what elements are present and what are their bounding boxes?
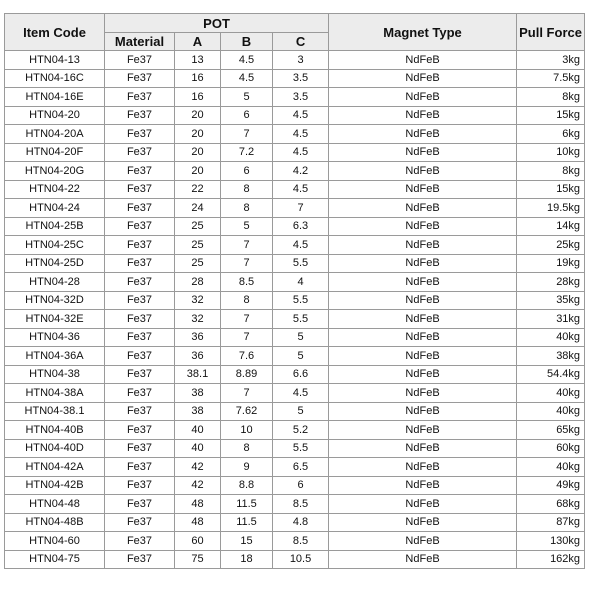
cell-pull-force: 68kg xyxy=(517,495,585,514)
cell-b: 7 xyxy=(221,236,273,255)
cell-a: 25 xyxy=(175,236,221,255)
cell-material: Fe37 xyxy=(105,402,175,421)
cell-item-code: HTN04-60 xyxy=(5,532,105,551)
cell-pull-force: 7.5kg xyxy=(517,69,585,88)
cell-item-code: HTN04-42B xyxy=(5,476,105,495)
cell-b: 8 xyxy=(221,180,273,199)
cell-b: 8 xyxy=(221,291,273,310)
cell-item-code: HTN04-20F xyxy=(5,143,105,162)
cell-material: Fe37 xyxy=(105,347,175,366)
cell-b: 7.6 xyxy=(221,347,273,366)
cell-c: 5 xyxy=(273,328,329,347)
cell-pull-force: 40kg xyxy=(517,328,585,347)
cell-material: Fe37 xyxy=(105,51,175,70)
cell-magnet-type: NdFeB xyxy=(329,402,517,421)
header-material: Material xyxy=(105,33,175,51)
cell-pull-force: 38kg xyxy=(517,347,585,366)
cell-c: 7 xyxy=(273,199,329,218)
cell-magnet-type: NdFeB xyxy=(329,162,517,181)
cell-item-code: HTN04-32E xyxy=(5,310,105,329)
cell-pull-force: 40kg xyxy=(517,384,585,403)
cell-item-code: HTN04-25B xyxy=(5,217,105,236)
cell-b: 8 xyxy=(221,199,273,218)
cell-material: Fe37 xyxy=(105,439,175,458)
cell-item-code: HTN04-13 xyxy=(5,51,105,70)
cell-magnet-type: NdFeB xyxy=(329,51,517,70)
cell-magnet-type: NdFeB xyxy=(329,513,517,532)
cell-material: Fe37 xyxy=(105,476,175,495)
cell-item-code: HTN04-38 xyxy=(5,365,105,384)
cell-a: 42 xyxy=(175,458,221,477)
header-item-code: Item Code xyxy=(5,14,105,51)
cell-b: 5 xyxy=(221,88,273,107)
cell-material: Fe37 xyxy=(105,495,175,514)
table-row xyxy=(5,273,585,292)
cell-c: 6.6 xyxy=(273,365,329,384)
cell-a: 40 xyxy=(175,421,221,440)
cell-material: Fe37 xyxy=(105,328,175,347)
cell-material: Fe37 xyxy=(105,88,175,107)
cell-material: Fe37 xyxy=(105,143,175,162)
cell-b: 8.89 xyxy=(221,365,273,384)
cell-b: 8.8 xyxy=(221,476,273,495)
cell-b: 4.5 xyxy=(221,69,273,88)
cell-a: 16 xyxy=(175,88,221,107)
cell-item-code: HTN04-20 xyxy=(5,106,105,125)
table-header xyxy=(5,14,585,51)
cell-magnet-type: NdFeB xyxy=(329,476,517,495)
header-pull-force: Pull Force xyxy=(517,14,585,51)
cell-material: Fe37 xyxy=(105,550,175,569)
table-row xyxy=(5,180,585,199)
table-row xyxy=(5,51,585,70)
cell-a: 13 xyxy=(175,51,221,70)
cell-a: 16 xyxy=(175,69,221,88)
cell-a: 40 xyxy=(175,439,221,458)
cell-pull-force: 35kg xyxy=(517,291,585,310)
cell-c: 6 xyxy=(273,476,329,495)
cell-c: 5.5 xyxy=(273,291,329,310)
cell-c: 6.3 xyxy=(273,217,329,236)
cell-material: Fe37 xyxy=(105,458,175,477)
cell-c: 10.5 xyxy=(273,550,329,569)
cell-b: 7 xyxy=(221,310,273,329)
cell-magnet-type: NdFeB xyxy=(329,495,517,514)
cell-item-code: HTN04-32D xyxy=(5,291,105,310)
table-row xyxy=(5,550,585,569)
cell-material: Fe37 xyxy=(105,384,175,403)
cell-b: 7.2 xyxy=(221,143,273,162)
cell-b: 8 xyxy=(221,439,273,458)
cell-c: 3.5 xyxy=(273,69,329,88)
cell-a: 60 xyxy=(175,532,221,551)
cell-pull-force: 49kg xyxy=(517,476,585,495)
cell-magnet-type: NdFeB xyxy=(329,69,517,88)
cell-pull-force: 3kg xyxy=(517,51,585,70)
table-row xyxy=(5,236,585,255)
cell-magnet-type: NdFeB xyxy=(329,180,517,199)
table-row xyxy=(5,162,585,181)
cell-pull-force: 87kg xyxy=(517,513,585,532)
cell-b: 5 xyxy=(221,217,273,236)
cell-a: 20 xyxy=(175,143,221,162)
cell-material: Fe37 xyxy=(105,291,175,310)
cell-b: 7 xyxy=(221,384,273,403)
cell-pull-force: 25kg xyxy=(517,236,585,255)
cell-b: 6 xyxy=(221,106,273,125)
cell-a: 48 xyxy=(175,495,221,514)
cell-pull-force: 14kg xyxy=(517,217,585,236)
table-row xyxy=(5,125,585,144)
cell-item-code: HTN04-42A xyxy=(5,458,105,477)
cell-a: 36 xyxy=(175,347,221,366)
cell-magnet-type: NdFeB xyxy=(329,384,517,403)
cell-a: 20 xyxy=(175,106,221,125)
table-row xyxy=(5,199,585,218)
spreadsheet xyxy=(4,13,585,569)
cell-item-code: HTN04-25C xyxy=(5,236,105,255)
cell-magnet-type: NdFeB xyxy=(329,550,517,569)
cell-pull-force: 31kg xyxy=(517,310,585,329)
cell-a: 32 xyxy=(175,310,221,329)
cell-magnet-type: NdFeB xyxy=(329,106,517,125)
cell-item-code: HTN04-20A xyxy=(5,125,105,144)
cell-b: 7 xyxy=(221,125,273,144)
cell-c: 4.5 xyxy=(273,236,329,255)
cell-item-code: HTN04-20G xyxy=(5,162,105,181)
cell-a: 42 xyxy=(175,476,221,495)
cell-a: 22 xyxy=(175,180,221,199)
table-row xyxy=(5,421,585,440)
cell-magnet-type: NdFeB xyxy=(329,217,517,236)
table-row xyxy=(5,347,585,366)
cell-a: 24 xyxy=(175,199,221,218)
cell-c: 4.5 xyxy=(273,143,329,162)
cell-item-code: HTN04-40D xyxy=(5,439,105,458)
table-row xyxy=(5,365,585,384)
cell-c: 4.5 xyxy=(273,384,329,403)
cell-pull-force: 54.4kg xyxy=(517,365,585,384)
cell-item-code: HTN04-38.1 xyxy=(5,402,105,421)
cell-material: Fe37 xyxy=(105,532,175,551)
cell-magnet-type: NdFeB xyxy=(329,143,517,162)
table-row xyxy=(5,476,585,495)
cell-a: 25 xyxy=(175,217,221,236)
cell-pull-force: 40kg xyxy=(517,402,585,421)
cell-item-code: HTN04-16C xyxy=(5,69,105,88)
cell-item-code: HTN04-48 xyxy=(5,495,105,514)
cell-material: Fe37 xyxy=(105,421,175,440)
cell-pull-force: 19kg xyxy=(517,254,585,273)
cell-b: 9 xyxy=(221,458,273,477)
cell-b: 7 xyxy=(221,328,273,347)
cell-c: 5.5 xyxy=(273,254,329,273)
table-body xyxy=(5,51,585,569)
cell-material: Fe37 xyxy=(105,217,175,236)
cell-c: 4.5 xyxy=(273,125,329,144)
cell-material: Fe37 xyxy=(105,180,175,199)
cell-a: 38 xyxy=(175,384,221,403)
table-row xyxy=(5,384,585,403)
cell-c: 3.5 xyxy=(273,88,329,107)
cell-c: 6.5 xyxy=(273,458,329,477)
cell-a: 38 xyxy=(175,402,221,421)
cell-magnet-type: NdFeB xyxy=(329,254,517,273)
cell-b: 8.5 xyxy=(221,273,273,292)
cell-a: 25 xyxy=(175,254,221,273)
cell-a: 20 xyxy=(175,125,221,144)
cell-pull-force: 65kg xyxy=(517,421,585,440)
header-pot: POT xyxy=(105,14,329,33)
table-row xyxy=(5,458,585,477)
cell-c: 4 xyxy=(273,273,329,292)
table-row xyxy=(5,310,585,329)
cell-magnet-type: NdFeB xyxy=(329,458,517,477)
cell-pull-force: 40kg xyxy=(517,458,585,477)
cell-magnet-type: NdFeB xyxy=(329,291,517,310)
cell-a: 36 xyxy=(175,328,221,347)
header-magnet-type: Magnet Type xyxy=(329,14,517,51)
cell-pull-force: 60kg xyxy=(517,439,585,458)
cell-pull-force: 8kg xyxy=(517,162,585,181)
cell-magnet-type: NdFeB xyxy=(329,273,517,292)
cell-c: 8.5 xyxy=(273,532,329,551)
cell-material: Fe37 xyxy=(105,162,175,181)
cell-c: 8.5 xyxy=(273,495,329,514)
cell-magnet-type: NdFeB xyxy=(329,439,517,458)
cell-a: 75 xyxy=(175,550,221,569)
cell-a: 20 xyxy=(175,162,221,181)
cell-b: 4.5 xyxy=(221,51,273,70)
cell-pull-force: 162kg xyxy=(517,550,585,569)
cell-b: 11.5 xyxy=(221,513,273,532)
header-a: A xyxy=(175,33,221,51)
table-row xyxy=(5,88,585,107)
cell-magnet-type: NdFeB xyxy=(329,421,517,440)
cell-item-code: HTN04-38A xyxy=(5,384,105,403)
cell-magnet-type: NdFeB xyxy=(329,365,517,384)
cell-pull-force: 10kg xyxy=(517,143,585,162)
cell-b: 10 xyxy=(221,421,273,440)
cell-b: 7 xyxy=(221,254,273,273)
cell-material: Fe37 xyxy=(105,254,175,273)
cell-material: Fe37 xyxy=(105,125,175,144)
cell-item-code: HTN04-48B xyxy=(5,513,105,532)
pot-magnet-table xyxy=(4,13,585,569)
cell-a: 28 xyxy=(175,273,221,292)
cell-c: 5.5 xyxy=(273,439,329,458)
table-row xyxy=(5,328,585,347)
cell-item-code: HTN04-40B xyxy=(5,421,105,440)
cell-item-code: HTN04-75 xyxy=(5,550,105,569)
cell-b: 15 xyxy=(221,532,273,551)
cell-material: Fe37 xyxy=(105,69,175,88)
table-row xyxy=(5,402,585,421)
cell-item-code: HTN04-16E xyxy=(5,88,105,107)
table-row xyxy=(5,495,585,514)
cell-pull-force: 15kg xyxy=(517,180,585,199)
cell-magnet-type: NdFeB xyxy=(329,310,517,329)
table-row xyxy=(5,439,585,458)
table-row xyxy=(5,106,585,125)
cell-magnet-type: NdFeB xyxy=(329,199,517,218)
table-row xyxy=(5,532,585,551)
table-row xyxy=(5,143,585,162)
cell-material: Fe37 xyxy=(105,106,175,125)
cell-material: Fe37 xyxy=(105,365,175,384)
cell-a: 32 xyxy=(175,291,221,310)
cell-material: Fe37 xyxy=(105,199,175,218)
cell-c: 5 xyxy=(273,402,329,421)
cell-b: 7.62 xyxy=(221,402,273,421)
table-row xyxy=(5,217,585,236)
cell-c: 4.5 xyxy=(273,180,329,199)
cell-magnet-type: NdFeB xyxy=(329,328,517,347)
cell-material: Fe37 xyxy=(105,236,175,255)
cell-item-code: HTN04-24 xyxy=(5,199,105,218)
cell-magnet-type: NdFeB xyxy=(329,88,517,107)
cell-pull-force: 130kg xyxy=(517,532,585,551)
cell-b: 11.5 xyxy=(221,495,273,514)
table-row xyxy=(5,291,585,310)
cell-b: 18 xyxy=(221,550,273,569)
cell-c: 4.5 xyxy=(273,106,329,125)
cell-a: 48 xyxy=(175,513,221,532)
cell-c: 4.2 xyxy=(273,162,329,181)
cell-magnet-type: NdFeB xyxy=(329,125,517,144)
header-b: B xyxy=(221,33,273,51)
cell-item-code: HTN04-25D xyxy=(5,254,105,273)
cell-c: 5 xyxy=(273,347,329,366)
cell-item-code: HTN04-36A xyxy=(5,347,105,366)
cell-material: Fe37 xyxy=(105,513,175,532)
cell-item-code: HTN04-22 xyxy=(5,180,105,199)
cell-b: 6 xyxy=(221,162,273,181)
table-row xyxy=(5,69,585,88)
cell-pull-force: 28kg xyxy=(517,273,585,292)
cell-c: 5.2 xyxy=(273,421,329,440)
table-row xyxy=(5,513,585,532)
cell-a: 38.1 xyxy=(175,365,221,384)
cell-magnet-type: NdFeB xyxy=(329,236,517,255)
cell-magnet-type: NdFeB xyxy=(329,532,517,551)
cell-c: 5.5 xyxy=(273,310,329,329)
cell-c: 3 xyxy=(273,51,329,70)
cell-c: 4.8 xyxy=(273,513,329,532)
cell-material: Fe37 xyxy=(105,310,175,329)
cell-pull-force: 19.5kg xyxy=(517,199,585,218)
cell-magnet-type: NdFeB xyxy=(329,347,517,366)
cell-item-code: HTN04-28 xyxy=(5,273,105,292)
cell-pull-force: 15kg xyxy=(517,106,585,125)
cell-material: Fe37 xyxy=(105,273,175,292)
cell-pull-force: 8kg xyxy=(517,88,585,107)
cell-item-code: HTN04-36 xyxy=(5,328,105,347)
cell-pull-force: 6kg xyxy=(517,125,585,144)
table-row xyxy=(5,254,585,273)
header-c: C xyxy=(273,33,329,51)
